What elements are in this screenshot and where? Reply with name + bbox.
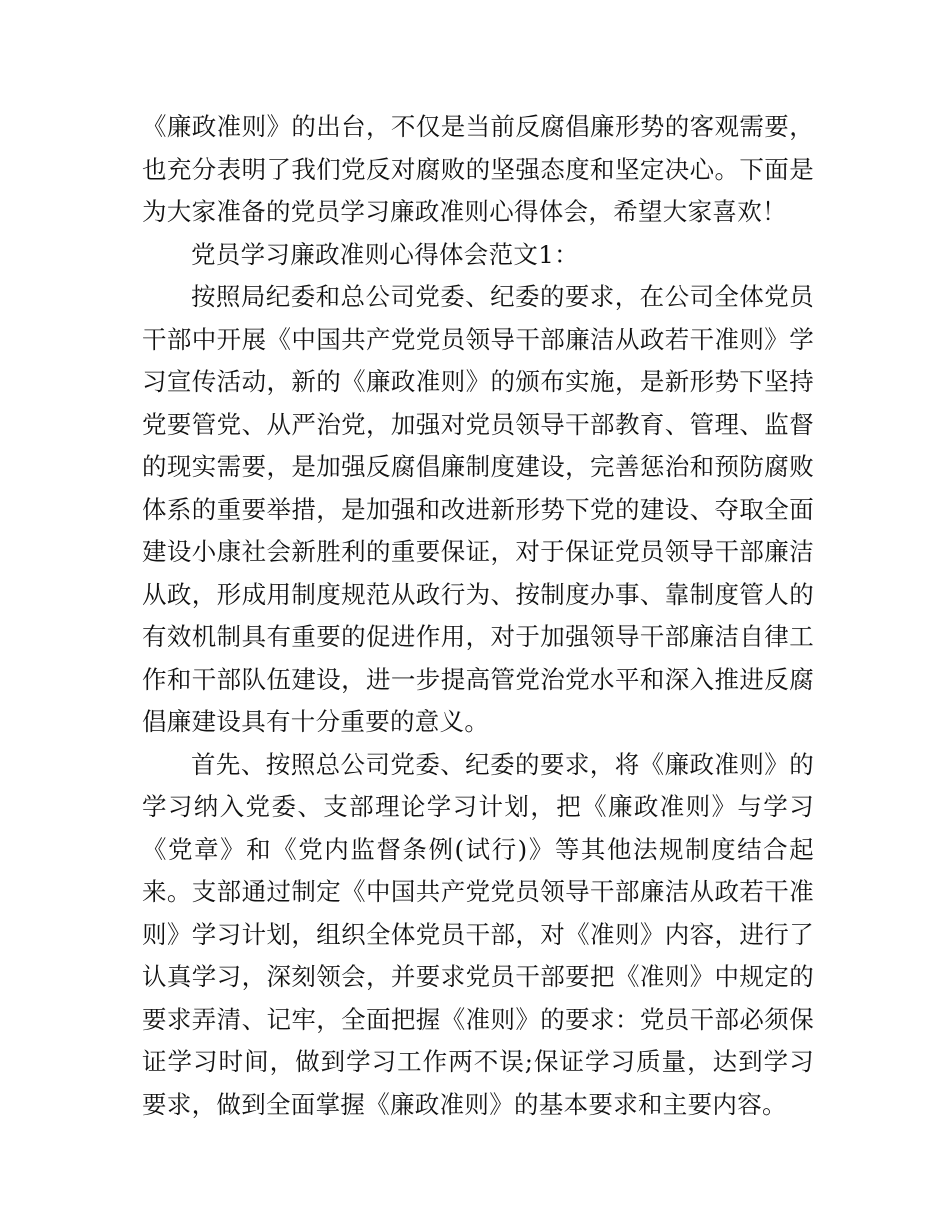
body-paragraph: 首先、按照总公司党委、纪委的要求，将《廉政准则》的学习纳入党委、支部理论学习计划，把《廉政准则》与学习《党章》和《党内监督条例(试行)》等其他法规制度结合起来。支部通过制定《中国共产党党员领导干部廉洁从政若干准则》学习计划，组织全体党员干部，对《准则》内容，进行了认真学习，深刻领会，并要求党员干部要把《准则》中规定的要求弄清、记牢，全面把握《准则》的要求：党员干部必须保证学习时间，做到学习工作两不误;保证学习质量，达到学习要求，做到全面掌握《廉政准则》的基本要求和主要内容。 (142, 749, 814, 1119)
section-heading: 党员学习廉政准则心得体会范文1： (191, 239, 579, 269)
body-paragraph: 按照局纪委和总公司党委、纪委的要求，在公司全体党员干部中开展《中国共产党党员领导干部廉洁从政若干准则》学习宣传活动，新的《廉政准则》的颁布实施，是新形势下坚持党要管党、从严治党，加强对党员领导干部教育、管理、监督的现实需要，是加强反腐倡廉制度建设，完善惩治和预防腐败体系的重要举措，是加强和改进新形势下党的建设、夺取全面建设小康社会新胜利的重要保证，对于保证党员领导干部廉洁从政，形成用制度规范从政行为、按制度办事、靠制度管人的有效机制具有重要的促进作用，对于加强领导干部廉洁自律工作和干部队伍建设，进一步提高管党治党水平和深入推进反腐倡廉建设具有十分重要的意义。 (142, 282, 814, 736)
document-body (142, 106, 814, 1126)
intro-paragraph: 《廉政准则》的出台，不仅是当前反腐倡廉形势的客观需要，也充分表明了我们党反对腐败的坚强态度和坚定决心。下面是为大家准备的党员学习廉政准则心得体会，希望大家喜欢！ (142, 112, 814, 226)
